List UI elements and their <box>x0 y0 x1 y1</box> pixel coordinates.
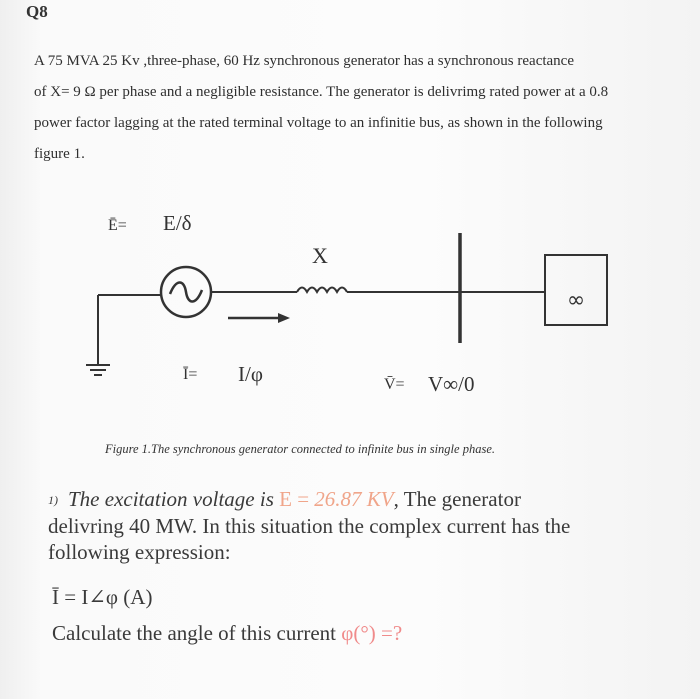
problem-line-4: figure 1. <box>34 146 85 162</box>
problem-line-3: power factor lagging at the rated terminal voltage to an infinitie bus, as shown in the following <box>34 115 603 131</box>
e-label: Ē= <box>108 217 127 234</box>
e-symbol: E <box>279 487 292 511</box>
v-label: V̄= <box>384 376 405 393</box>
part-line-2: delivring 40 MW. In this situation the complex current has the <box>48 514 571 538</box>
e-value-kv: 26.87 KV <box>314 487 394 511</box>
part-text-a: The excitation voltage is <box>68 487 280 511</box>
reactance-coil <box>297 288 347 293</box>
v-value: V∞/0 <box>428 372 475 396</box>
infinite-symbol: ∞ <box>566 288 586 313</box>
e-value: E/δ <box>163 211 192 235</box>
part-number: 1) <box>48 493 58 507</box>
current-arrow <box>228 313 290 323</box>
problem-statement <box>34 46 684 170</box>
part-line-3: following expression: <box>48 540 231 564</box>
i-value: I/φ <box>238 362 263 386</box>
reactance-label: X <box>312 243 328 268</box>
ground-symbol <box>86 295 110 375</box>
part-text-b: , The generator <box>393 487 521 511</box>
part-1-question <box>48 486 688 565</box>
figure-caption: Figure 1.The synchronous generator connected to infinite bus in single phase. <box>105 442 495 456</box>
current-expression: Ī = I∠φ (A) <box>52 585 153 609</box>
generator-symbol <box>161 267 211 317</box>
calculate-text: Calculate the angle of this current <box>52 621 342 645</box>
question-label: Q8 <box>26 2 48 21</box>
circuit-diagram <box>0 195 700 440</box>
angle-question: φ(°) =? <box>341 621 403 645</box>
problem-line-1: A 75 MVA 25 Kv ,three-phase, 60 Hz synchronous generator has a synchronous reactance <box>34 53 574 69</box>
calculate-line <box>52 621 402 646</box>
equals-sign: = <box>291 487 315 511</box>
i-label: Ī= <box>183 366 198 383</box>
problem-line-2: of X= 9 Ω per phase and a negligible resistance. The generator is delivrimg rated power at a 0.8 <box>34 84 609 100</box>
